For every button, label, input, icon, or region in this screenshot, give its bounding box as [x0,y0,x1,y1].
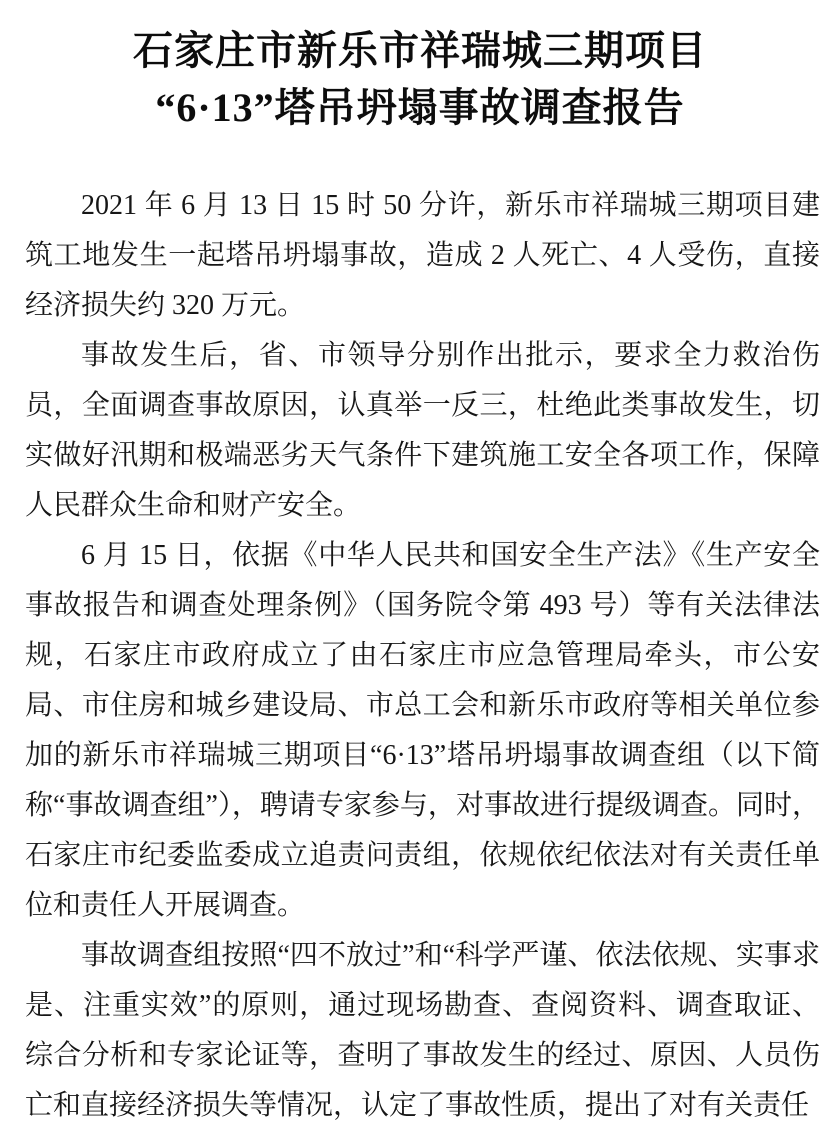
report-title-line-2: “6·13”塔吊坍塌事故调查报告 [155,85,685,130]
paragraph-investigation-team-formation: 6 月 15 日，依据《中华人民共和国安全生产法》《生产安全事故报告和调查处理条例》（国务院令第 493 号）等有关法律法规，石家庄市政府成立了由石家庄市应急管理局牵头，市公安局、市住房和城乡建设局、市总工会和新乐市政府等相关单位参加的新乐市祥瑞城三期项目“6·13”塔吊坍塌事故调查组（以下简称“事故调查组”），聘请专家参与，对事故进行提级调查。同时，石家庄市纪委监委成立追责问责组，依规依纪依法对有关责任单位和责任人开展调查。 [25,540,820,921]
report-title [10,22,830,136]
paragraph-leadership-instructions: 事故发生后，省、市领导分别作出批示，要求全力救治伤员，全面调查事故原因，认真举一反三，杜绝此类事故发生，切实做好汛期和极端恶劣天气条件下建筑施工安全各项工作，保障人民群众生命和财产安全。 [25,340,820,521]
report-title-line-1: 石家庄市新乐市祥瑞城三期项目 [133,28,707,73]
paragraph-investigation-principles: 事故调查组按照“四不放过”和“科学严谨、依法依规、实事求是、注重实效”的原则，通过现场勘查、查阅资料、调查取证、综合分析和专家论证等，查明了事故发生的经过、原因、人员伤亡和直接经济损失等情况，认定了事故性质，提出了对有关责任 [25,940,820,1121]
paragraph-incident-summary: 2021 年 6 月 13 日 15 时 50 分许，新乐市祥瑞城三期项目建筑工地发生一起塔吊坍塌事故，造成 2 人死亡、4 人受伤，直接经济损失约 320 万元。 [25,190,820,321]
report-body [25,181,820,1131]
